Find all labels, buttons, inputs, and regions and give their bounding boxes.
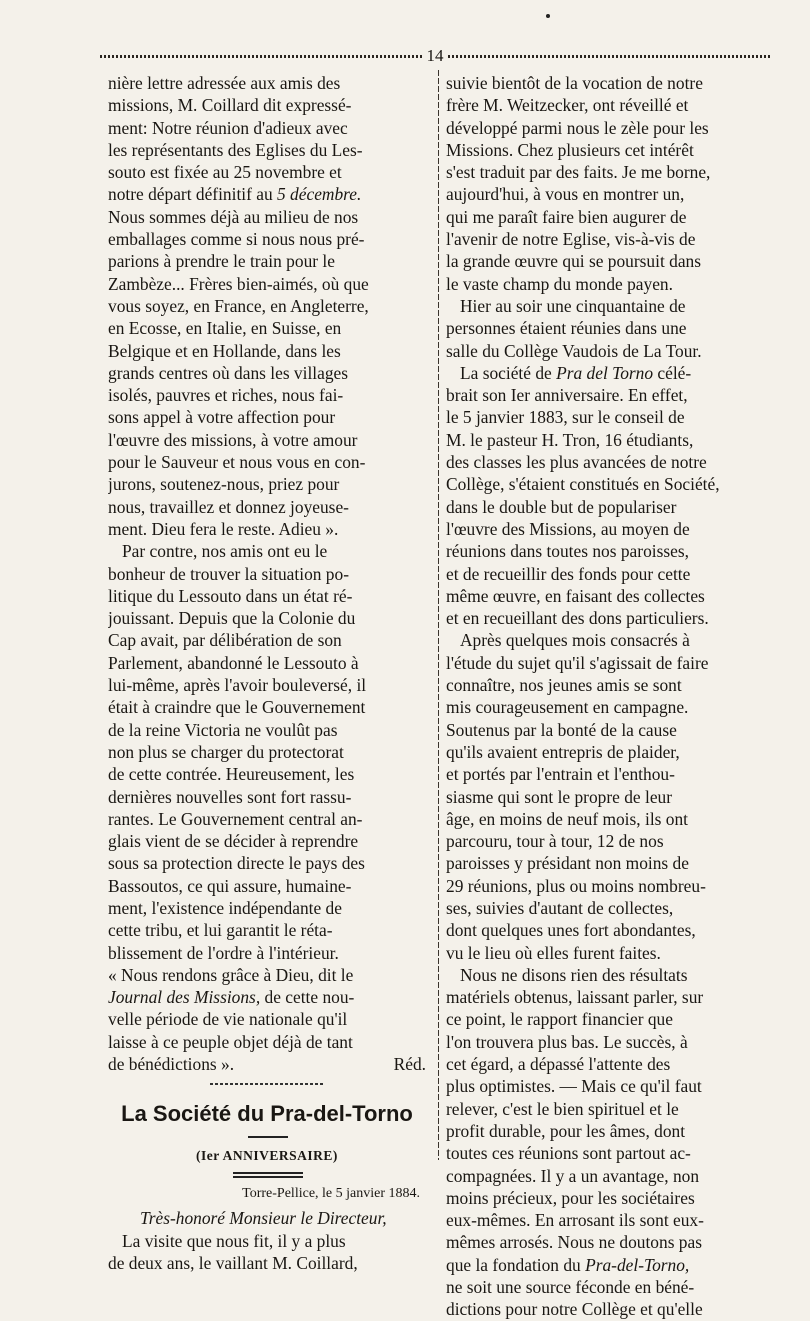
text-line: parions à prendre le train pour le xyxy=(108,251,335,272)
text-line: s'est traduit par des faits. Je me borne, xyxy=(446,162,711,183)
dateline: Torre-Pellice, le 5 janvier 1884. xyxy=(242,1186,420,1202)
text-line: frère M. Weitzecker, ont réveillé et xyxy=(446,95,689,116)
text-run: célé- xyxy=(653,362,692,383)
text-line: pour le Sauveur et nous vous en con- xyxy=(108,452,366,473)
text-line: mêmes arrosés. Nous ne doutons pas xyxy=(446,1232,702,1253)
text-line: toutes ces réunions sont partout ac- xyxy=(446,1143,691,1164)
text-line: sons appel à votre affection pour xyxy=(108,407,336,428)
text-line: Missions. Chez plusieurs cet intérêt xyxy=(446,139,694,160)
text-line: l'étude du sujet qu'il s'agissait de faire xyxy=(446,652,709,673)
text-line: ment. Dieu fera le reste. Adieu ». xyxy=(108,518,339,539)
text-line: les représentants des Eglises du Les- xyxy=(108,139,363,160)
text-run: de cette nou- xyxy=(260,987,355,1008)
text-line xyxy=(446,1254,764,1276)
text-line: plus optimistes. — Mais ce qu'il faut xyxy=(446,1076,702,1097)
text-line: siasme qui sont le propre de leur xyxy=(446,786,673,807)
text-line: « Nous rendons grâce à Dieu, dit le xyxy=(108,964,354,985)
text-line: et de recueillir des fonds pour cette xyxy=(446,563,691,584)
text-line: ment, l'existence indépendante de xyxy=(108,897,342,918)
text-run: de bénédictions ». xyxy=(108,1054,235,1075)
text-line: ses, suivies d'autant de collectes, xyxy=(446,897,674,918)
text-line: dictions pour notre Collège et qu'elle xyxy=(446,1299,703,1320)
text-line: parcouru, tour à tour, 12 de nos xyxy=(446,831,664,852)
italic-society-name: Pra-del-Torno, xyxy=(585,1254,690,1275)
text-line: rantes. Le Gouvernement central an- xyxy=(108,808,363,829)
text-line: dernières nouvelles sont fort rassu- xyxy=(108,786,352,807)
text-line: l'œuvre des missions, à votre amour xyxy=(108,429,358,450)
text-line: mis courageusement en campagne. xyxy=(446,697,689,718)
text-line: cet égard, a dépassé l'attente des xyxy=(446,1054,671,1075)
text-line: nière lettre adressée aux amis des xyxy=(108,73,341,93)
text-line: emballages comme si nous nous pré- xyxy=(108,229,365,250)
text-line: isolés, pauvres et riches, nous fai- xyxy=(108,385,344,406)
page-header xyxy=(100,44,770,68)
text-line: matériels obtenus, laissant parler, sur xyxy=(446,987,704,1008)
text-line: connaître, nos jeunes amis se sont xyxy=(446,675,682,696)
text-run: La société de xyxy=(460,362,557,383)
text-line: jurons, soutenez-nous, priez pour xyxy=(108,474,340,495)
text-line: l'avenir de notre Eglise, vis-à-vis de xyxy=(446,229,696,250)
text-line: bonheur de trouver la situation po- xyxy=(108,563,349,584)
text-line: jouissant. Depuis que la Colonie du xyxy=(108,608,356,629)
text-line: Nous sommes déjà au milieu de nos xyxy=(108,206,359,227)
text-line: développé parmi nous le zèle pour les xyxy=(446,117,709,138)
text-line: ment: Notre réunion d'adieux avec xyxy=(108,117,348,138)
text-line: et en recueillant des dons particuliers. xyxy=(446,608,709,629)
text-line: Zambèze... Frères bien-aimés, où que xyxy=(108,273,369,294)
text-line: l'œuvre des Missions, au moyen de xyxy=(446,518,690,539)
text-line: qui me paraît faire bien augurer de xyxy=(446,206,687,227)
text-line: qu'ils avaient entrepris de plaider, xyxy=(446,741,680,762)
right-column xyxy=(446,72,764,1321)
text-line xyxy=(108,1053,426,1075)
double-rule xyxy=(108,1169,426,1181)
text-line xyxy=(108,183,426,205)
text-line: laisse à ce peuple objet déjà de tant xyxy=(108,1031,353,1052)
article-title: La Société du Pra-del-Torno xyxy=(121,1101,413,1127)
text-line: de cette contrée. Heureusement, les xyxy=(108,764,355,785)
text-line: velle période de vie nationale qu'il xyxy=(108,1009,348,1030)
text-line: salle du Collège Vaudois de La Tour. xyxy=(446,340,702,361)
text-line: Soutenus par la bonté de la cause xyxy=(446,719,677,740)
text-line: compagnées. Il y a un avantage, non xyxy=(446,1165,700,1186)
text-line: paroisses y présidant non moins de xyxy=(446,853,689,874)
page-number: 14 xyxy=(426,46,444,65)
text-line: Collège, s'étaient constitués en Société, xyxy=(446,474,720,495)
text-line: suivie bientôt de la vocation de notre xyxy=(446,73,703,93)
text-line: des classes les plus avancées de notre xyxy=(446,452,707,473)
header-rule-left xyxy=(100,55,423,58)
text-line: en Ecosse, en Italie, en Suisse, en xyxy=(108,318,342,339)
column-divider xyxy=(438,70,439,1160)
italic-date: 5 décembre. xyxy=(277,184,362,205)
text-line: le 5 janvier 1883, sur le conseil de xyxy=(446,407,685,428)
text-line: cette tribu, et lui garantit le réta- xyxy=(108,920,333,941)
text-line: nous, travaillez et donnez joyeuse- xyxy=(108,496,349,517)
text-line: profit durable, pour les âmes, dont xyxy=(446,1120,686,1141)
text-line: brait son Ier anniversaire. En effet, xyxy=(446,385,688,406)
text-line: réunions dans toutes nos paroisses, xyxy=(446,541,689,562)
text-line: âge, en moins de neuf mois, ils ont xyxy=(446,808,688,829)
text-line: Bassoutos, ce qui assure, humaine- xyxy=(108,875,352,896)
paragraph-start: Après quelques mois consacrés à xyxy=(460,630,690,651)
text-line: ce point, le rapport financier que xyxy=(446,1009,673,1030)
text-line: 29 réunions, plus ou moins nombreu- xyxy=(446,875,706,896)
text-line: Parlement, abandonné le Lessouto à xyxy=(108,652,359,673)
text-line: blissement de l'ordre à l'intérieur. xyxy=(108,942,339,963)
text-line: personnes étaient réunies dans une xyxy=(446,318,687,339)
text-line: glais vient de se décider à reprendre xyxy=(108,831,359,852)
text-line: était à craindre que le Gouvernement xyxy=(108,697,366,718)
text-line: missions, M. Coillard dit expressé- xyxy=(108,95,352,116)
paragraph-start: Hier au soir une cinquantaine de xyxy=(460,295,686,316)
text-line: M. le pasteur H. Tron, 16 étudiants, xyxy=(446,429,694,450)
section-ornament xyxy=(108,1075,426,1093)
article-subtitle: (Ier ANNIVERSAIRE) xyxy=(196,1148,338,1164)
paragraph-start: Nous ne disons rien des résultats xyxy=(460,964,688,985)
paragraph-start xyxy=(446,362,764,384)
italic-society-name: Pra del Torno xyxy=(556,362,654,383)
text-line: aujourd'hui, à vous en montrer un, xyxy=(446,184,685,205)
text-line: Cap avait, par délibération de son xyxy=(108,630,342,651)
text-line: souto est fixée au 25 novembre et xyxy=(108,162,342,183)
text-line: vous soyez, en France, en Angleterre, xyxy=(108,295,369,316)
title-rule xyxy=(108,1131,426,1143)
left-column xyxy=(108,72,426,1274)
text-line: dont quelques unes fort abondantes, xyxy=(446,920,696,941)
salutation: Très-honoré Monsieur le Directeur, xyxy=(140,1208,387,1229)
text-line: moins précieux, pour les sociétaires xyxy=(446,1187,695,1208)
ink-dot xyxy=(546,14,550,18)
text-line: litique du Lessouto dans un état ré- xyxy=(108,585,353,606)
text-line: vu le lieu où elles furent faites. xyxy=(446,942,661,963)
paragraph-start: Par contre, nos amis ont eu le xyxy=(122,541,328,562)
text-line: eux-mêmes. En arrosant ils sont eux- xyxy=(446,1210,704,1231)
text-run: notre départ définitif au xyxy=(108,184,278,205)
text-line: lui-même, après l'avoir bouleversé, il xyxy=(108,675,367,696)
header-rule-right xyxy=(448,55,771,58)
text-line xyxy=(108,986,426,1008)
text-line: et portés par l'entrain et l'enthou- xyxy=(446,764,675,785)
text-line: de deux ans, le vaillant M. Coillard, xyxy=(108,1252,358,1273)
text-line: même œuvre, en faisant des collectes xyxy=(446,585,705,606)
text-line: non plus se charger du protectorat xyxy=(108,741,344,762)
text-line: la grande œuvre qui se poursuit dans xyxy=(446,251,702,272)
text-line: relever, c'est le bien spirituel et le xyxy=(446,1098,679,1119)
text-line: de la reine Victoria ne voulût pas xyxy=(108,719,338,740)
text-line: l'on trouvera plus bas. Le succès, à xyxy=(446,1031,688,1052)
editor-signature: Réd. xyxy=(393,1054,426,1075)
text-line: grands centres où dans les villages xyxy=(108,362,349,383)
text-run: que la fondation du xyxy=(446,1254,586,1275)
text-line: le vaste champ du monde payen. xyxy=(446,273,673,294)
text-line: sous sa protection directe le pays des xyxy=(108,853,365,874)
text-line: dans le double but de populariser xyxy=(446,496,677,517)
text-line: ne soit une source féconde en béné- xyxy=(446,1277,695,1298)
text-line: Belgique et en Hollande, dans les xyxy=(108,340,341,361)
italic-journal-title: Journal des Missions, xyxy=(108,987,261,1008)
paragraph-start: La visite que nous fit, il y a plus xyxy=(122,1230,346,1251)
